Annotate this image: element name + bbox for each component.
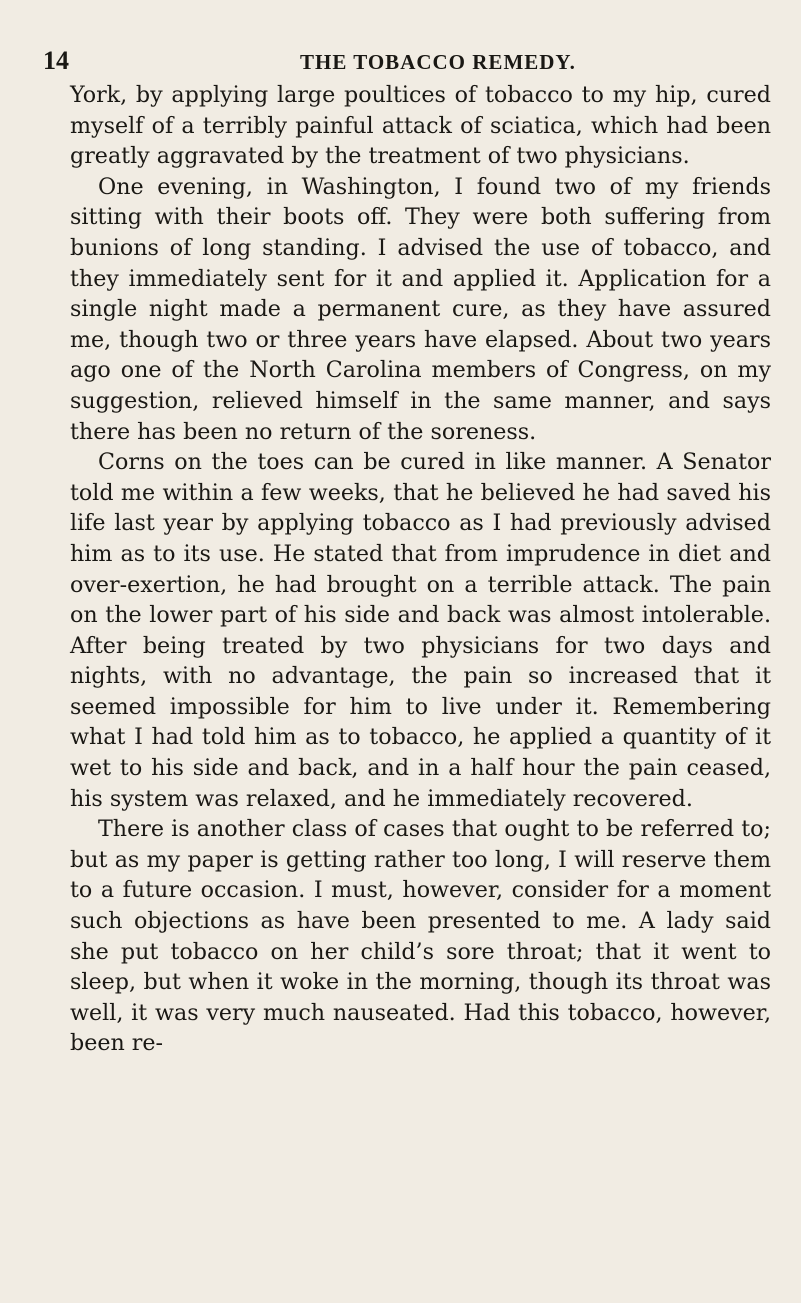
paragraph-bunions: One evening, in Washington, I found two of my friends sitting with their boots off. They were both suffering from bunions of long standing. I advised the use of tobacco, and they immediately sent for it and applied it. Application for a single night made a permanent cure, as they have assured me, though two or three years have elapsed. About two years ago one of the North Carolina members of Congress, on my suggestion, relieved himself in the same manner, and says there has been no return of the soreness. (70, 173, 771, 445)
paragraph-continued: York, by applying large poultices of tobacco to my hip, cured myself of a terribly painful attack of sciatica, which had been greatly aggravated by the treatment of two physicians. (70, 82, 771, 170)
running-title: THE TOBACCO REMEDY. (300, 50, 576, 74)
paragraph-corns-senator: Corns on the toes can be cured in like manner. A Senator told me within a few weeks, that he believed he had saved his life last year by applying tobacco as I had previously advised him as to its use. He stated that from imprudence in diet and over-exertion, he had brought on a terrible attack. The pain on the lower part of his side and back was almost intolerable. After being treated by two physicians for two days and nights, with no advantage, the pain so increased that it seemed impossible for him to live under it. Remembering what I had told him as to tobacco, he applied a quantity of it wet to his side and back, and in a half hour the pain ceased, his system was relaxed, and he immediately recovered. (70, 449, 771, 812)
paragraph-objections: There is another class of cases that ought to be referred to; but as my paper is getting rather too long, I will reserve them to a future occasion. I must, however, consider for a moment such objections as have been presented to me. A lady said she put tobacco on her child’s sore throat; that it went to sleep, but when it woke in the morning, though its throat was well, it was very much nauseated. Had this tobacco, however, been re- (70, 816, 771, 1057)
body-text (70, 80, 771, 1059)
page-number: 14 (43, 46, 69, 75)
running-head (43, 46, 771, 80)
